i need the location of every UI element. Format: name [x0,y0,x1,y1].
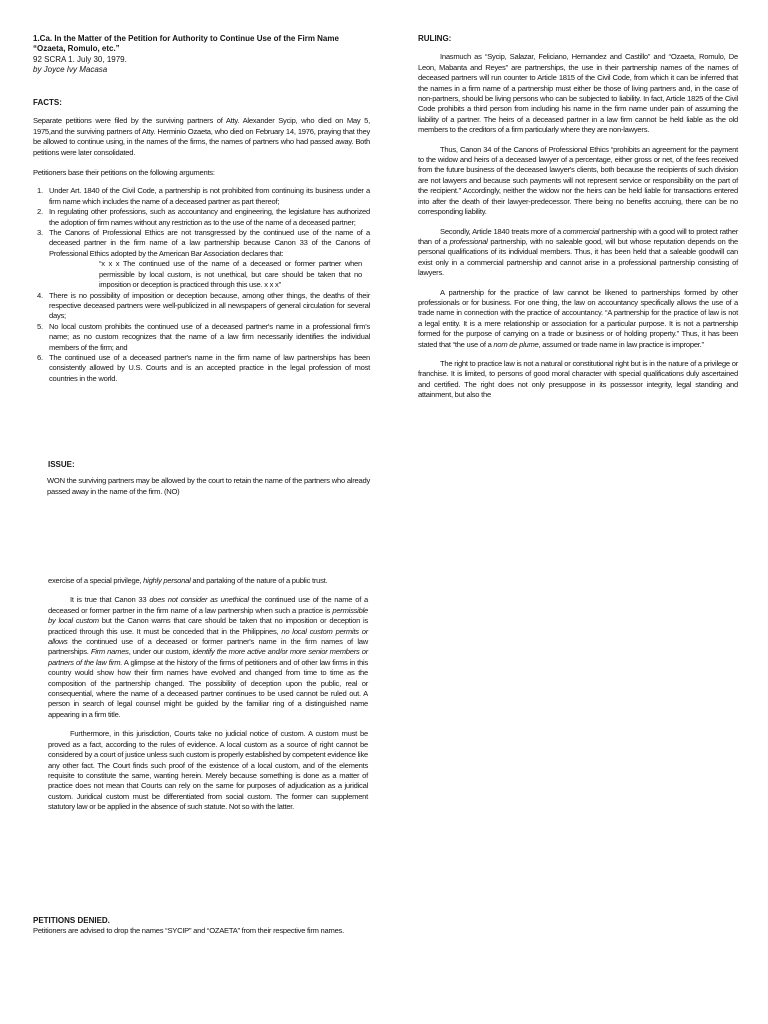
list-item: 3. The Canons of Professional Ethics are not transgressed by the continued use of the name of a deceased partner in the firm name of a law partnership because Canon 33 of the Canons of Professional Ethics adopted by the American Bar Association declares that: “x x x The continued use of the name of a deceased or former partner when permissible by local custom, is not unethical, but care should be taken that no imposition or deception is practiced through this use. x x x” [37,228,370,290]
canon-33-quote: “x x x The continued use of the name of a deceased or former partner when permissible by local custom, is not unethical, but care should be taken that no imposition or deception is practiced through this use. x x x” [99,259,362,290]
list-item: 4. There is no possibility of imposition or deception because, among other things, the deaths of their respective deceased partners were well-publicized in all newspapers of general circulation for several days; [37,290,370,321]
list-item: 1. Under Art. 1840 of the Civil Code, a partnership is not prohibited from continuing its business under a firm name which includes the name of a deceased partner as part thereof; [37,186,370,206]
disposition-body: Petitioners are advised to drop the names “SYCIP” and “OZAETA” from their respective firm names. [33,926,344,936]
case-title-line2: “Ozaeta, Romulo, etc.” [33,44,120,54]
case-author: by Joyce Ivy Macasa [33,65,108,75]
facts-section [33,98,370,384]
ruling-paragraph: Thus, Canon 34 of the Canons of Professional Ethics “prohibits an agreement for the payment to the widow and heirs of a deceased lawyer of a percentage, either gross or net, of the fees received from the future business of the deceased lawyer's clients, both because the recipients of such division are not lawyers and because such payments will not represent service or responsibility on the part of the recipient.” Accordingly, neither the widow nor the heirs can be held liable for transactions entered into after the death of their lawyer-predecessor. There being no benefits accruing, there can be no corresponding liability. [418,144,738,217]
facts-body: Separate petitions were filed by the surviving partners of Atty. Alexander Sycip, who died on May 5, 1975,and the surviving partners of Atty. Herminio Ozaeta, who died on February 14, 1976, praying that they be allowed to continue using, in the names of the firms, the names of partners who had passed away. Both petitions were later consolidated. [33,116,370,157]
ruling-section [418,34,738,401]
facts-intro: Petitioners base their petitions on the following arguments: [33,168,215,178]
facts-heading: FACTS: [33,98,62,107]
ruling-paragraph: exercise of a special privilege, highly personal and partaking of the nature of a public trust. [48,576,328,585]
case-citation: 92 SCRA 1. July 30, 1979. [33,54,127,64]
ruling-paragraph: It is true that Canon 33 does not consider as unethical the continued use of the name of a deceased or former partner in the firm name of a law partnership when such a practice is permissible by local custom but the Canon warns that care should be taken that no imposition or deception is practiced through this use. It must be conceded that in the Philippines, no local custom permits or allows the continued use of a deceased or former partner's name in the firm names of law partnerships. Firm names, under our custom, identify the more active and/or more senior members or partners of the law firm. A glimpse at the history of the firms of petitioners and of other law firms in this country would show how their firm names have evolved and changed from time to time as the composition of the partnership changed. The possibility of deception upon the public, real or consequential, where the name of a deceased partner continues to be used cannot be ruled out. A person in search of legal counsel might be guided by the familiar ring of a distinguished name appearing in a firm title. [48,595,369,719]
ruling-paragraph: Furthermore, in this jurisdiction, Courts take no judicial notice of custom. A custom must be proved as a fact, according to the rules of evidence. A local custom as a source of right cannot be considered by a court of justice unless such custom is properly established by competent evidence like any other fact. The Court finds such proof of the existence of a local custom, and of the elements requisite to constitute the same, wanting herein. Merely because something is done as a matter of practice does not mean that Courts can rely on the same for purposes of adjudication as a juridical custom. Juridical custom must be differentiated from social custom. The former can supplement statutory law or be applied in the absence of such statute. Not so with the latter. [48,729,368,812]
arguments-list [33,186,370,384]
case-title-line1: 1.Ca. In the Matter of the Petition for Authority to Continue Use of the Firm Name [33,34,339,43]
issue-body: WON the surviving partners may be allowed by the court to retain the name of the partners who already passed away in the name of the firm. (NO) [47,476,370,496]
ruling-paragraph: The right to practice law is not a natural or constitutional right but is in the nature of a privilege or franchise. It is limited, to persons of good moral character with special qualifications duly ascertained and certified. The right does not only presuppose in its possessor integrity, legal standing and attainment, but also the [418,358,738,400]
ruling-paragraph: Inasmuch as “Sycip, Salazar, Feliciano, Hernandez and Castillo” and “Ozaeta, Romulo, De Leon, Mabanta and Reyes” are partnerships, the use in their partnership names of the names of deceased partners will run counter to Article 1815 of the Civil Code, from which it can be inferred that the names in a firm name of a partnership must either be those of living partners and, in the case of non-partners, should be living persons who can be subjected to liability. In fact, Article 1825 of the Civil Code prohibits a third person from including his name in the firm name under pain of assuming the liability of a partner. The heirs of a deceased partner in a law firm cannot be held liable as the old members to the creditors of a firm particularly where they are non-lawyers. [418,52,738,135]
issue-section [48,460,370,497]
ruling-paragraph: A partnership for the practice of law cannot be likened to partnerships formed by other professionals or for business. For one thing, the law on accountancy specifically allows the use of a trade name in connection with the practice of accountancy. “A partnership for the practice of law is not a legal entity. It is a mere relationship or association for a particular purpose. It is not a partnership formed for the purpose of carrying on a trade or business or of holding property.” Thus, it has been stated that “the use of a nom de plume, assumed or trade name in law practice is improper.” [418,287,738,349]
list-item: 5. No local custom prohibits the continued use of a deceased partner's name in a professional firm's name; as no custom recognizes that the name of a law firm necessarily identifies the individual members of the firm; and [37,321,370,352]
disposition-section [33,916,370,937]
ruling-continued [48,576,368,813]
list-item: 6. The continued use of a deceased partner's name in the firm name of law partnerships has been consistently allowed by U.S. Courts and is an accepted practice in the legal profession of most countries in the world. [37,352,370,383]
list-item: 2. In regulating other professions, such as accountancy and engineering, the legislature has authorized the adoption of firm names without any restriction as to the use of the name of a deceased partner; [37,207,370,227]
ruling-paragraph: Secondly, Article 1840 treats more of a commercial partnership with a good will to protect rather than of a professional partnership, with no saleable good, will but whose reputation depends on the personal qualifications of its individual members. Thus, it has been held that a saleable goodwill can exist only in a commercial partnership and cannot arise in a professional partnership consisting of lawyers. [418,226,738,278]
case-header [33,34,376,76]
disposition-heading: PETITIONS DENIED. [33,916,110,925]
ruling-heading: RULING: [418,34,452,43]
issue-heading: ISSUE: [48,460,75,469]
